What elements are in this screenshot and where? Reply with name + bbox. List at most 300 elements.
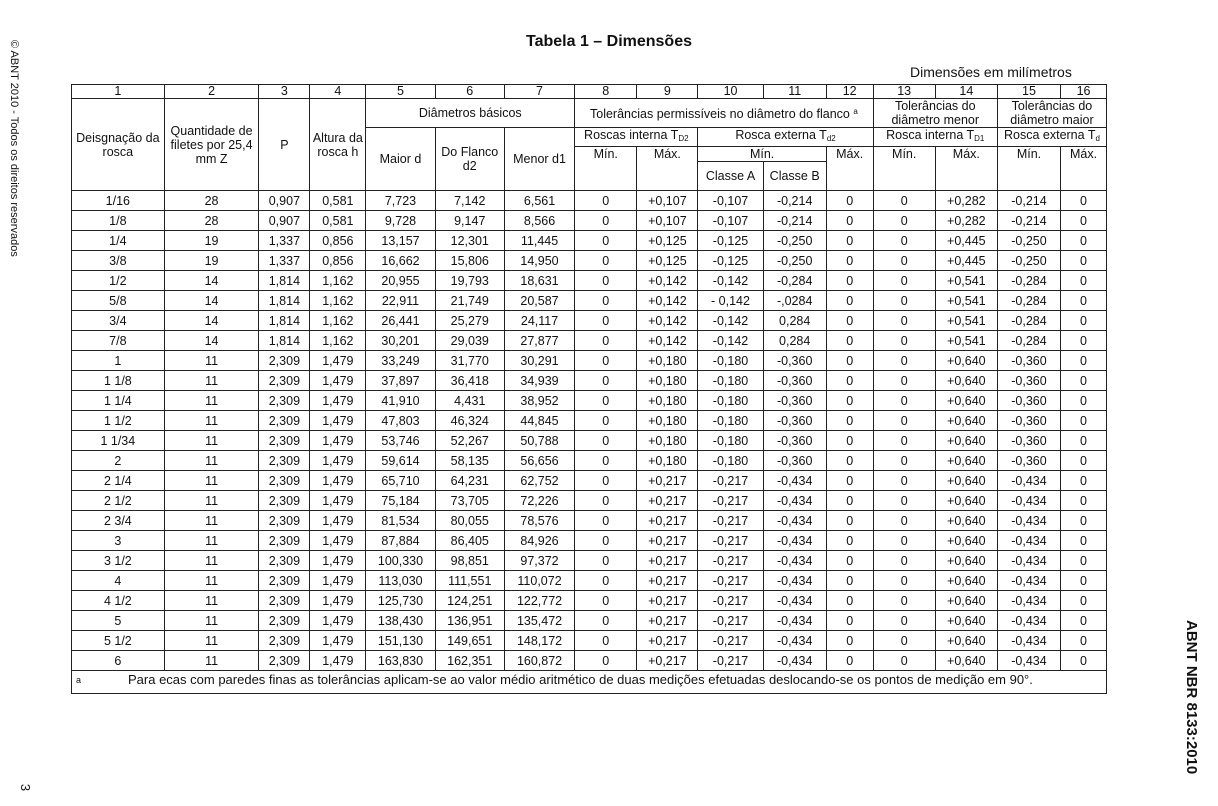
table-cell: 0 bbox=[826, 191, 873, 211]
header-roscas-interna bbox=[575, 128, 698, 147]
table-cell: -0,360 bbox=[763, 371, 826, 391]
footnote-text: Para ecas com paredes finas as tolerâncias aplicam-se ao valor médio aritmético de duas medições efetuadas deslocando-se os pontos de medição em 90°. bbox=[128, 672, 1033, 687]
table-cell: 0 bbox=[1061, 431, 1107, 451]
table-cell: 0 bbox=[826, 611, 873, 631]
table-cell: 81,534 bbox=[366, 511, 435, 531]
table-cell: -0,360 bbox=[997, 451, 1060, 471]
table-row bbox=[72, 331, 1107, 351]
column-number-row bbox=[72, 85, 1107, 99]
table-cell: 0 bbox=[1061, 551, 1107, 571]
table-cell: 135,472 bbox=[504, 611, 574, 631]
table-cell: 2,309 bbox=[259, 631, 310, 651]
table-cell: 138,430 bbox=[366, 611, 435, 631]
column-number: 12 bbox=[826, 85, 873, 99]
table-cell: +0,445 bbox=[935, 251, 997, 271]
table-cell: -0,180 bbox=[698, 371, 763, 391]
table-cell: +0,142 bbox=[637, 311, 698, 331]
table-row bbox=[72, 431, 1107, 451]
table-cell: -0,217 bbox=[698, 491, 763, 511]
table-cell: 0 bbox=[826, 411, 873, 431]
table-row bbox=[72, 231, 1107, 251]
header-rosca-externa bbox=[698, 128, 873, 147]
table-cell: +0,640 bbox=[935, 471, 997, 491]
table-cell: 0 bbox=[826, 431, 873, 451]
table-cell: -0,434 bbox=[763, 591, 826, 611]
table-cell: 5 bbox=[72, 611, 165, 631]
table-cell: 0 bbox=[826, 651, 873, 671]
table-cell: -0,360 bbox=[763, 431, 826, 451]
column-number: 10 bbox=[698, 85, 763, 99]
table-cell: 64,231 bbox=[435, 471, 504, 491]
table-cell: 0 bbox=[575, 371, 637, 391]
table-cell: 1,479 bbox=[310, 651, 366, 671]
table-cell: -0,180 bbox=[698, 411, 763, 431]
table-cell: 72,226 bbox=[504, 491, 574, 511]
table-cell: -0,284 bbox=[997, 291, 1060, 311]
table-cell: 0,856 bbox=[310, 231, 366, 251]
table-cell: 0 bbox=[826, 231, 873, 251]
table-cell: -0,250 bbox=[997, 251, 1060, 271]
header-roscas-interna-text: Roscas interna T bbox=[584, 128, 679, 142]
table-cell: 0 bbox=[1061, 351, 1107, 371]
table-cell: 44,845 bbox=[504, 411, 574, 431]
table-cell: -0,125 bbox=[698, 231, 763, 251]
table-cell: 0 bbox=[1061, 391, 1107, 411]
table-cell: 0 bbox=[873, 651, 935, 671]
header-rosca-interna-d1-text: Rosca interna T bbox=[886, 128, 975, 142]
table-cell: 28 bbox=[164, 191, 259, 211]
table-cell: 0 bbox=[1061, 631, 1107, 651]
table-cell: 0 bbox=[1061, 331, 1107, 351]
table-cell: 11 bbox=[164, 471, 259, 491]
table-cell: +0,541 bbox=[935, 271, 997, 291]
header-min-col15: Mín. bbox=[997, 147, 1060, 191]
table-cell: 0 bbox=[575, 511, 637, 531]
table-cell: 80,055 bbox=[435, 511, 504, 531]
table-cell: 1,814 bbox=[259, 271, 310, 291]
table-cell: 0 bbox=[826, 451, 873, 471]
table-cell: 1,479 bbox=[310, 631, 366, 651]
table-cell: 0 bbox=[575, 351, 637, 371]
table-cell: -0,434 bbox=[763, 651, 826, 671]
table-cell: 1,479 bbox=[310, 511, 366, 531]
table-cell: +0,640 bbox=[935, 451, 997, 471]
table-cell: -0,250 bbox=[997, 231, 1060, 251]
table-cell: 52,267 bbox=[435, 431, 504, 451]
table-cell: -0,360 bbox=[997, 411, 1060, 431]
column-number: 14 bbox=[935, 85, 997, 99]
table-cell: +0,217 bbox=[637, 571, 698, 591]
table-cell: 0 bbox=[575, 551, 637, 571]
header-max-col9: Máx. bbox=[637, 147, 698, 191]
table-cell: 0 bbox=[873, 271, 935, 291]
table-cell: 11 bbox=[164, 511, 259, 531]
table-cell: 75,184 bbox=[366, 491, 435, 511]
table-cell: 2,309 bbox=[259, 551, 310, 571]
table-cell: -0,125 bbox=[698, 251, 763, 271]
table-cell: -0,284 bbox=[997, 271, 1060, 291]
table-row bbox=[72, 191, 1107, 211]
table-cell: 97,372 bbox=[504, 551, 574, 571]
table-cell: -0,217 bbox=[698, 611, 763, 631]
table-row bbox=[72, 211, 1107, 231]
table-cell: 11 bbox=[164, 391, 259, 411]
table-cell: -0,217 bbox=[698, 551, 763, 571]
table-cell: -0,180 bbox=[698, 431, 763, 451]
footnote-cell bbox=[72, 671, 1107, 694]
table-cell: +0,640 bbox=[935, 411, 997, 431]
table-cell: 0 bbox=[1061, 311, 1107, 331]
table-cell: +0,180 bbox=[637, 371, 698, 391]
table-cell: -0,180 bbox=[698, 451, 763, 471]
header-rosca-externa-d-sub: d bbox=[1095, 134, 1100, 143]
table-cell: 5/8 bbox=[72, 291, 165, 311]
table-cell: 0,284 bbox=[763, 331, 826, 351]
table-cell: -0,434 bbox=[997, 551, 1060, 571]
header-rosca-externa-sub: d2 bbox=[826, 134, 836, 143]
header-quantidade: Quantidade de filetes por 25,4 mm Z bbox=[164, 99, 259, 191]
header-tol-maior: Tolerâncias do diâmetro maior bbox=[997, 99, 1106, 128]
table-cell: +0,217 bbox=[637, 631, 698, 651]
table-cell: 2,309 bbox=[259, 391, 310, 411]
units-note: Dimensões em milímetros bbox=[910, 64, 1072, 80]
table-cell: 11 bbox=[164, 451, 259, 471]
table-cell: 0,581 bbox=[310, 191, 366, 211]
table-cell: 53,746 bbox=[366, 431, 435, 451]
table-cell: 163,830 bbox=[366, 651, 435, 671]
table-cell: +0,142 bbox=[637, 271, 698, 291]
table-cell: -0,434 bbox=[997, 471, 1060, 491]
table-cell: 1,162 bbox=[310, 311, 366, 331]
header-classe-a: Classe A bbox=[698, 162, 763, 191]
table-cell: 0 bbox=[1061, 511, 1107, 531]
table-cell: 0 bbox=[1061, 231, 1107, 251]
table-cell: 0 bbox=[1061, 591, 1107, 611]
table-cell: 1,814 bbox=[259, 311, 310, 331]
column-number: 3 bbox=[259, 85, 310, 99]
header-classe-b: Classe B bbox=[763, 162, 826, 191]
table-cell: 125,730 bbox=[366, 591, 435, 611]
column-number: 7 bbox=[504, 85, 574, 99]
table-cell: 11 bbox=[164, 611, 259, 631]
header-tol-menor: Tolerâncias do diâmetro menor bbox=[873, 99, 997, 128]
table-cell: 0,907 bbox=[259, 211, 310, 231]
table-cell: 58,135 bbox=[435, 451, 504, 471]
table-cell: 19 bbox=[164, 251, 259, 271]
table-cell: 0 bbox=[575, 591, 637, 611]
table-cell: 0 bbox=[873, 191, 935, 211]
footnote-mark: a bbox=[76, 675, 82, 685]
table-cell: 136,951 bbox=[435, 611, 504, 631]
header-designacao: Deisgnação da rosca bbox=[72, 99, 165, 191]
table-cell: +0,640 bbox=[935, 371, 997, 391]
table-row bbox=[72, 411, 1107, 431]
column-number: 1 bbox=[72, 85, 165, 99]
table-cell: 5 1/2 bbox=[72, 631, 165, 651]
table-cell: 111,551 bbox=[435, 571, 504, 591]
table-cell: 2,309 bbox=[259, 591, 310, 611]
table-cell: 2,309 bbox=[259, 531, 310, 551]
table-cell: 0 bbox=[826, 271, 873, 291]
table-cell: 0 bbox=[873, 431, 935, 451]
table-cell: 2,309 bbox=[259, 351, 310, 371]
table-row bbox=[72, 651, 1107, 671]
table-cell: 11 bbox=[164, 651, 259, 671]
header-menor: Menor d1 bbox=[504, 128, 574, 191]
table-cell: 0 bbox=[826, 491, 873, 511]
table-cell: -0,142 bbox=[698, 331, 763, 351]
table-cell: 3 1/2 bbox=[72, 551, 165, 571]
table-cell: 0 bbox=[575, 471, 637, 491]
table-cell: 65,710 bbox=[366, 471, 435, 491]
table-cell: 151,130 bbox=[366, 631, 435, 651]
table-cell: +0,217 bbox=[637, 531, 698, 551]
table-row bbox=[72, 471, 1107, 491]
table-cell: 0 bbox=[1061, 611, 1107, 631]
page-number: 3 bbox=[18, 783, 34, 792]
table-cell: 59,614 bbox=[366, 451, 435, 471]
table-cell: -0,360 bbox=[997, 371, 1060, 391]
table-cell: -0,434 bbox=[763, 571, 826, 591]
table-cell: 14 bbox=[164, 271, 259, 291]
table-cell: +0,640 bbox=[935, 631, 997, 651]
table-cell: 15,806 bbox=[435, 251, 504, 271]
table-cell: +0,541 bbox=[935, 291, 997, 311]
table-cell: 0 bbox=[873, 331, 935, 351]
table-cell: 1,479 bbox=[310, 411, 366, 431]
table-cell: +0,217 bbox=[637, 491, 698, 511]
table-cell: 2 1/4 bbox=[72, 471, 165, 491]
table-cell: 0 bbox=[575, 211, 637, 231]
table-cell: +0,217 bbox=[637, 511, 698, 531]
table-cell: +0,180 bbox=[637, 351, 698, 371]
table-row bbox=[72, 451, 1107, 471]
table-cell: 0,581 bbox=[310, 211, 366, 231]
table-cell: 0 bbox=[1061, 191, 1107, 211]
table-cell: +0,640 bbox=[935, 531, 997, 551]
table-cell: 2,309 bbox=[259, 431, 310, 451]
table-cell: +0,180 bbox=[637, 391, 698, 411]
table-cell: +0,107 bbox=[637, 211, 698, 231]
table-row bbox=[72, 371, 1107, 391]
table-cell: 30,291 bbox=[504, 351, 574, 371]
table-cell: 8,566 bbox=[504, 211, 574, 231]
table-cell: -0,434 bbox=[763, 511, 826, 531]
table-cell: 0 bbox=[575, 631, 637, 651]
column-number: 5 bbox=[366, 85, 435, 99]
table-row bbox=[72, 251, 1107, 271]
table-cell: 160,872 bbox=[504, 651, 574, 671]
table-cell: 162,351 bbox=[435, 651, 504, 671]
table-cell: 113,030 bbox=[366, 571, 435, 591]
table-cell: 0 bbox=[873, 551, 935, 571]
table-cell: -0,434 bbox=[997, 571, 1060, 591]
table-cell: -0,284 bbox=[763, 271, 826, 291]
table-cell: +0,640 bbox=[935, 611, 997, 631]
table-cell: +0,640 bbox=[935, 351, 997, 371]
header-flanco: Do Flanco d2 bbox=[435, 128, 504, 191]
table-cell: +0,541 bbox=[935, 311, 997, 331]
table-cell: +0,217 bbox=[637, 471, 698, 491]
table-cell: +0,125 bbox=[637, 251, 698, 271]
table-row bbox=[72, 391, 1107, 411]
table-cell: -0,142 bbox=[698, 311, 763, 331]
table-cell: 41,910 bbox=[366, 391, 435, 411]
table-cell: 1/16 bbox=[72, 191, 165, 211]
table-cell: 13,157 bbox=[366, 231, 435, 251]
table-cell: +0,180 bbox=[637, 451, 698, 471]
table-cell: 1,479 bbox=[310, 431, 366, 451]
table-cell: 16,662 bbox=[366, 251, 435, 271]
table-cell: 0 bbox=[1061, 491, 1107, 511]
table-cell: 0 bbox=[1061, 251, 1107, 271]
header-tol-flanco-text: Tolerâncias permissíveis no diâmetro do flanco bbox=[590, 107, 850, 121]
table-cell: 0 bbox=[873, 511, 935, 531]
table-cell: 11 bbox=[164, 531, 259, 551]
table-cell: 1,479 bbox=[310, 391, 366, 411]
table-cell: 0 bbox=[826, 571, 873, 591]
table-cell: 0 bbox=[575, 231, 637, 251]
table-cell: -0,360 bbox=[997, 431, 1060, 451]
table-cell: +0,142 bbox=[637, 331, 698, 351]
table-cell: -0,360 bbox=[997, 391, 1060, 411]
table-cell: 1/8 bbox=[72, 211, 165, 231]
table-cell: 0 bbox=[1061, 571, 1107, 591]
table-cell: 0 bbox=[575, 611, 637, 631]
column-number: 4 bbox=[310, 85, 366, 99]
table-cell: -0,217 bbox=[698, 591, 763, 611]
table-cell: -0,250 bbox=[763, 251, 826, 271]
table-cell: 0 bbox=[575, 311, 637, 331]
header-altura: Altura da rosca h bbox=[310, 99, 366, 191]
table-cell: 0 bbox=[873, 591, 935, 611]
table-cell: 98,851 bbox=[435, 551, 504, 571]
table-cell: 11 bbox=[164, 551, 259, 571]
table-cell: 0 bbox=[575, 191, 637, 211]
table-cell: 0 bbox=[1061, 271, 1107, 291]
table-row bbox=[72, 491, 1107, 511]
table-cell: 1,479 bbox=[310, 611, 366, 631]
table-cell: 1,162 bbox=[310, 291, 366, 311]
table-cell: 2 3/4 bbox=[72, 511, 165, 531]
table-cell: 11 bbox=[164, 431, 259, 451]
column-number: 15 bbox=[997, 85, 1060, 99]
table-cell: 46,324 bbox=[435, 411, 504, 431]
table-cell: -0,434 bbox=[997, 491, 1060, 511]
copyright-text: © ABNT 2010 - Todos os direitos reservados bbox=[8, 40, 20, 257]
table-cell: 0 bbox=[826, 331, 873, 351]
table-cell: +0,640 bbox=[935, 511, 997, 531]
table-cell: 50,788 bbox=[504, 431, 574, 451]
table-cell: -0,434 bbox=[997, 611, 1060, 631]
table-cell: 21,749 bbox=[435, 291, 504, 311]
table-cell: 11 bbox=[164, 571, 259, 591]
table-cell: 0 bbox=[575, 291, 637, 311]
table-row bbox=[72, 351, 1107, 371]
table-cell: -0,434 bbox=[763, 551, 826, 571]
table-cell: -0,217 bbox=[698, 531, 763, 551]
table-cell: 73,705 bbox=[435, 491, 504, 511]
table-cell: 18,631 bbox=[504, 271, 574, 291]
table-cell: 0 bbox=[1061, 471, 1107, 491]
table-cell: 110,072 bbox=[504, 571, 574, 591]
table-cell: 2,309 bbox=[259, 471, 310, 491]
table-cell: 0 bbox=[873, 211, 935, 231]
table-cell: 28 bbox=[164, 211, 259, 231]
table-cell: 0 bbox=[575, 331, 637, 351]
table-cell: 0 bbox=[826, 351, 873, 371]
table-cell: 0 bbox=[826, 591, 873, 611]
table-cell: 38,952 bbox=[504, 391, 574, 411]
table-cell: 2,309 bbox=[259, 411, 310, 431]
table-cell: 0 bbox=[1061, 291, 1107, 311]
table-cell: 1,479 bbox=[310, 471, 366, 491]
column-number: 13 bbox=[873, 85, 935, 99]
header-tol-flanco bbox=[575, 99, 873, 128]
table-cell: +0,445 bbox=[935, 231, 997, 251]
table-cell: 0 bbox=[1061, 211, 1107, 231]
table-cell: 4,431 bbox=[435, 391, 504, 411]
table-cell: 62,752 bbox=[504, 471, 574, 491]
table-cell: 14 bbox=[164, 331, 259, 351]
table-cell: -0,434 bbox=[763, 631, 826, 651]
table-cell: 0,907 bbox=[259, 191, 310, 211]
header-row-1 bbox=[72, 99, 1107, 128]
column-number: 11 bbox=[763, 85, 826, 99]
table-cell: 7,142 bbox=[435, 191, 504, 211]
table-cell: 14,950 bbox=[504, 251, 574, 271]
table-cell: -0,360 bbox=[763, 351, 826, 371]
table-cell: +0,107 bbox=[637, 191, 698, 211]
table-cell: 3 bbox=[72, 531, 165, 551]
table-cell: 11 bbox=[164, 631, 259, 651]
table-cell: 25,279 bbox=[435, 311, 504, 331]
table-cell: 1 1/34 bbox=[72, 431, 165, 451]
table-cell: -0,214 bbox=[763, 211, 826, 231]
table-cell: -0,180 bbox=[698, 391, 763, 411]
table-cell: 3/4 bbox=[72, 311, 165, 331]
table-cell: 7/8 bbox=[72, 331, 165, 351]
table-cell: 22,911 bbox=[366, 291, 435, 311]
table-cell: 4 1/2 bbox=[72, 591, 165, 611]
table-cell: 84,926 bbox=[504, 531, 574, 551]
table-cell: 0 bbox=[575, 431, 637, 451]
table-cell: 0 bbox=[873, 311, 935, 331]
table-cell: - 0,142 bbox=[698, 291, 763, 311]
table-cell: 11 bbox=[164, 371, 259, 391]
table-cell: -0,434 bbox=[763, 611, 826, 631]
table-cell: 1,479 bbox=[310, 371, 366, 391]
table-cell: +0,217 bbox=[637, 591, 698, 611]
table-row bbox=[72, 271, 1107, 291]
table-cell: 9,147 bbox=[435, 211, 504, 231]
copyright-sidebar bbox=[8, 40, 42, 300]
table-cell: -0,214 bbox=[997, 191, 1060, 211]
header-min-col8: Mín. bbox=[575, 147, 637, 191]
table-cell: +0,125 bbox=[637, 231, 698, 251]
table-row bbox=[72, 291, 1107, 311]
table-cell: 0 bbox=[826, 211, 873, 231]
table-cell: -0,360 bbox=[763, 411, 826, 431]
header-max-col14: Máx. bbox=[935, 147, 997, 191]
table-cell: 86,405 bbox=[435, 531, 504, 551]
table-cell: +0,640 bbox=[935, 571, 997, 591]
table-cell: 0 bbox=[575, 271, 637, 291]
table-cell: 1,162 bbox=[310, 271, 366, 291]
header-max-col16: Máx. bbox=[1061, 147, 1107, 191]
table-cell: 3/8 bbox=[72, 251, 165, 271]
table-cell: 0 bbox=[873, 531, 935, 551]
